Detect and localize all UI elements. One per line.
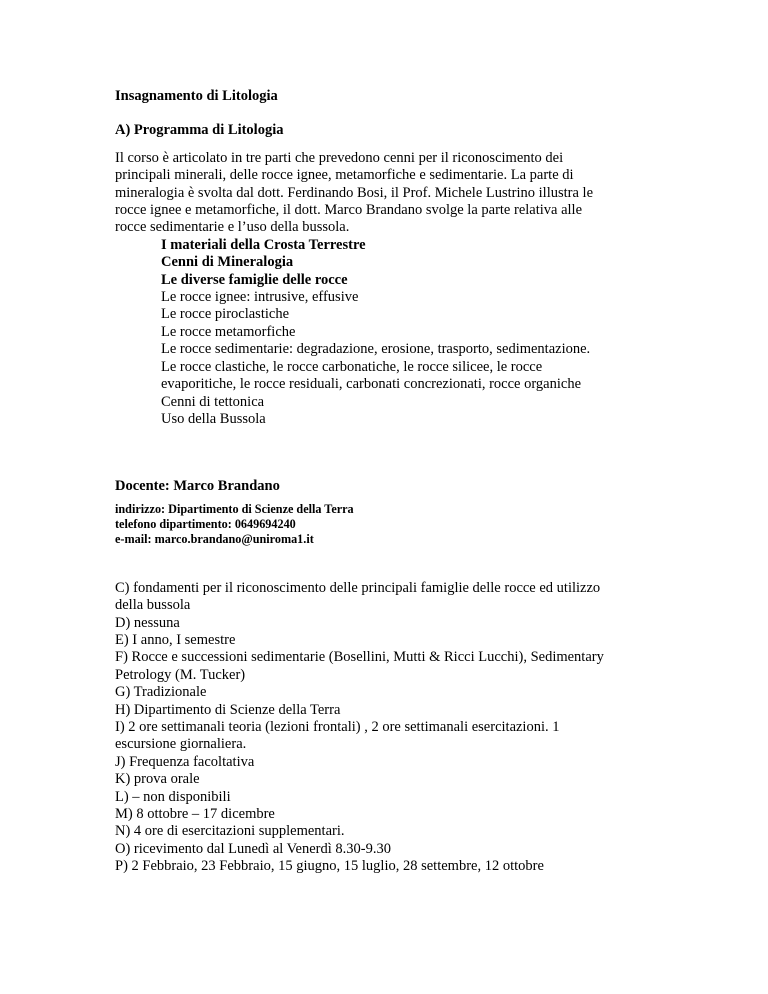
program-item: Le rocce sedimentarie: degradazione, erosione, trasporto, sedimentazione. (161, 341, 591, 358)
program-item: Le rocce ignee: intrusive, effusive (161, 289, 359, 306)
detail-line: O) ricevimento dal Lunedì al Venerdì 8.30-9.30 (115, 840, 391, 857)
detail-line: P) 2 Febbraio, 23 Febbraio, 15 giugno, 15 luglio, 28 settembre, 12 ottobre (115, 858, 544, 875)
detail-line: Petrology (M. Tucker) (115, 666, 246, 683)
section-a-heading: A) Programma di Litologia (115, 122, 284, 139)
program-item: Le rocce clastiche, le rocce carbonatiche, le rocce silicee, le rocce (161, 358, 543, 375)
detail-line: I) 2 ore settimanali teoria (lezioni frontali) , 2 ore settimanali esercitazioni. 1 (115, 718, 560, 735)
spacer (115, 140, 675, 150)
docente-heading: Docente: Marco Brandano (115, 478, 280, 495)
intro-line: mineralogia è svolta dal dott. Ferdinando Bosi, il Prof. Michele Lustrino illustra le (115, 184, 594, 201)
detail-line: escursione giornaliera. (115, 736, 247, 753)
program-item: evaporitiche, le rocce residuali, carbonati concrezionati, rocce organiche (161, 376, 582, 393)
document-page (115, 88, 675, 876)
detail-line: J) Frequenza facoltativa (115, 753, 255, 770)
intro-line: rocce sedimentarie e l’uso della bussola. (115, 219, 350, 236)
details-list (115, 580, 675, 876)
program-heading: I materiali della Crosta Terrestre (161, 236, 366, 253)
detail-line: C) fondamenti per il riconoscimento delle principali famiglie delle rocce ed utilizzo (115, 579, 601, 596)
detail-line: K) prova orale (115, 771, 200, 788)
intro-line: rocce ignee e metamorfiche, il dott. Marco Brandano svolge la parte relativa alle (115, 202, 583, 219)
spacer (115, 428, 675, 478)
program-heading: Cenni di Mineralogia (161, 254, 294, 271)
program-heading: Le diverse famiglie delle rocce (161, 271, 348, 288)
detail-line: E) I anno, I semestre (115, 631, 236, 648)
detail-line: L) – non disponibili (115, 788, 231, 805)
contact-email: e-mail: marco.brandano@uniroma1.it (115, 531, 314, 546)
document-title: Insagnamento di Litologia (115, 88, 278, 104)
detail-line: F) Rocce e successioni sedimentarie (Bosellini, Mutti & Ricci Lucchi), Sedimentary (115, 649, 604, 666)
detail-line: D) nessuna (115, 614, 180, 631)
detail-line: H) Dipartimento di Scienze della Terra (115, 701, 341, 718)
intro-line: principali minerali, delle rocce ignee, metamorfiche e sedimentarie. La parte di (115, 167, 574, 184)
program-item: Cenni di tettonica (161, 393, 265, 410)
contact-block (115, 502, 675, 547)
intro-paragraph (115, 150, 675, 237)
detail-line: della bussola (115, 597, 191, 614)
spacer (115, 547, 675, 580)
program-item: Le rocce metamorfiche (161, 323, 296, 340)
detail-line: G) Tradizionale (115, 684, 207, 701)
intro-line: Il corso è articolato in tre parti che prevedono cenni per il riconoscimento dei (115, 149, 564, 166)
detail-line: M) 8 ottobre – 17 dicembre (115, 806, 275, 822)
contact-address: indirizzo: Dipartimento di Scienze della Terra (115, 501, 354, 516)
detail-line: N) 4 ore di esercitazioni supplementari. (115, 823, 345, 840)
contact-phone: telefono dipartimento: 0649694240 (115, 516, 296, 531)
program-item: Uso della Bussola (161, 410, 266, 427)
spacer (115, 105, 675, 122)
program-item: Le rocce piroclastiche (161, 306, 290, 323)
program-list (115, 237, 675, 428)
